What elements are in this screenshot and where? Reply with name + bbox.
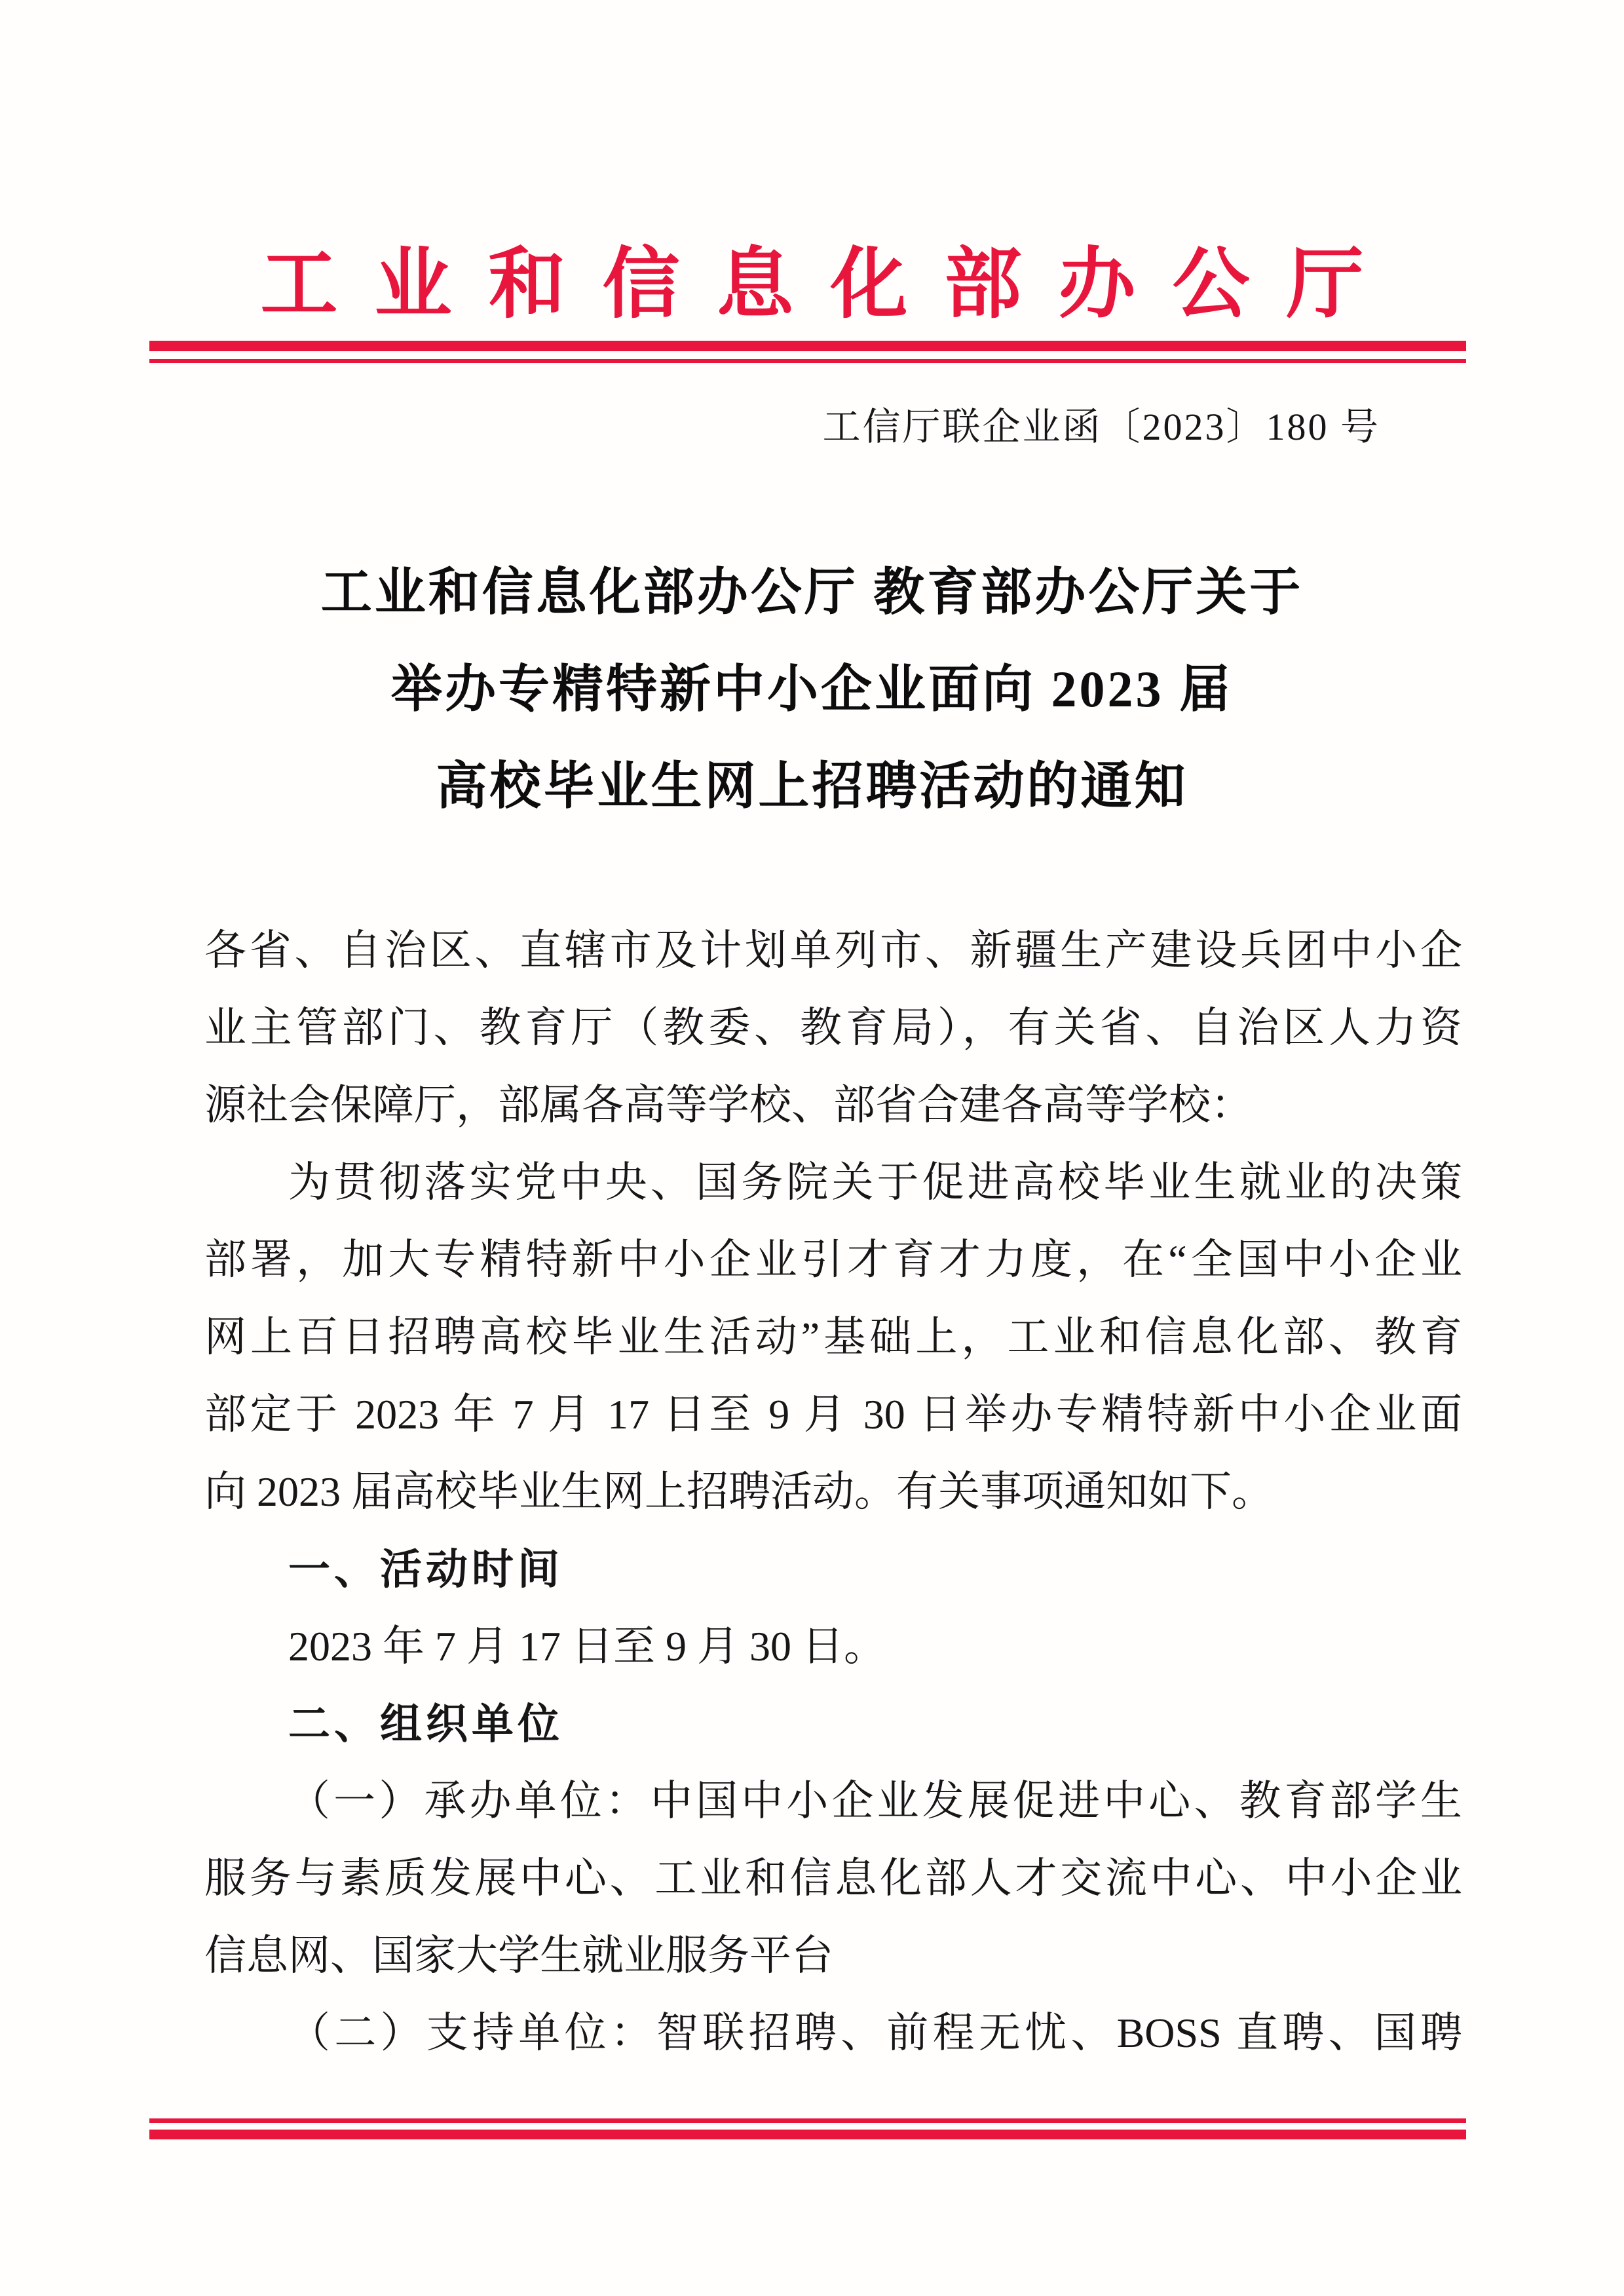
document-title-line: 工业和信息化部办公厅 教育部办公厅关于 [320, 564, 1304, 621]
body-line: （二）支持单位：智联招聘、前程无忧、BOSS 直聘、国聘 [288, 2010, 1462, 2056]
body-line: 源社会保障厅，部属各高等学校、部省合建各高等学校： [204, 1082, 1253, 1128]
body-line: （一）承办单位：中国中小企业发展促进中心、教育部学生 [288, 1778, 1462, 1824]
document-title [0, 544, 1624, 835]
body-line: 信息网、国家大学生就业服务平台 [204, 1932, 833, 1979]
document-body [204, 912, 1462, 2072]
body-line: 2023 年 7 月 17 日至 9 月 30 日。 [288, 1623, 886, 1670]
footer-rule-thin [149, 2118, 1466, 2123]
footer-rule-thick [149, 2130, 1466, 2139]
header-rule-thin [149, 359, 1466, 363]
body-line: 网上百日招聘高校毕业生活动”基础上，工业和信息化部、教育 [204, 1314, 1462, 1360]
section-heading: 二、组织单位 [288, 1700, 563, 1748]
header-rule-thick [149, 341, 1466, 351]
body-line: 部署，加大专精特新中小企业引才育才力度，在“全国中小企业 [204, 1236, 1462, 1283]
section-heading: 一、活动时间 [288, 1546, 563, 1593]
body-line: 业主管部门、教育厅（教委、教育局），有关省、自治区人力资 [204, 1004, 1462, 1051]
document-number: 工信厅联企业函〔2023〕180 号 [822, 406, 1380, 448]
letterhead-title: 工业和信息化部办公厅 [260, 242, 1401, 328]
body-line: 服务与素质发展中心、工业和信息化部人才交流中心、中小企业 [204, 1855, 1462, 1902]
document-title-line: 举办专精特新中小企业面向 2023 届 [390, 660, 1233, 718]
document-title-line: 高校毕业生网上招聘活动的通知 [436, 757, 1188, 814]
body-line: 为贯彻落实党中央、国务院关于促进高校毕业生就业的决策 [288, 1159, 1462, 1206]
body-line: 部定于 2023 年 7 月 17 日至 9 月 30 日举办专精特新中小企业面 [204, 1391, 1462, 1438]
body-line: 各省、自治区、直辖市及计划单列市、新疆生产建设兵团中小企 [204, 927, 1462, 974]
body-line: 向 2023 届高校毕业生网上招聘活动。有关事项通知如下。 [204, 1468, 1274, 1515]
